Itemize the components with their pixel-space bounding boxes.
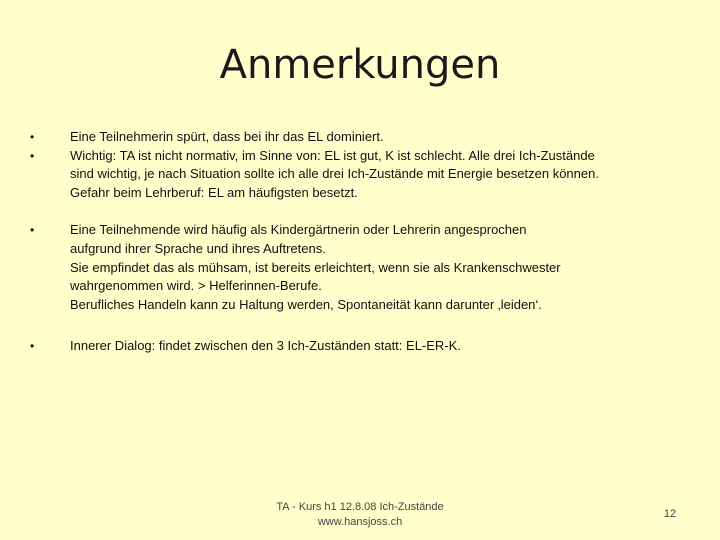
bullet-line: Eine Teilnehmerin spürt, dass bei ihr das EL dominiert. <box>70 129 384 144</box>
page-number: 12 <box>663 508 677 520</box>
bullet-item <box>30 221 680 314</box>
bullet-line: sind wichtig, je nach Situation sollte ich alle drei Ich-Zustände mit Energie besetzen können. <box>70 166 599 182</box>
bullet-marker: • <box>30 339 35 354</box>
bullet-item <box>30 337 680 356</box>
footer-website: www.hansjoss.ch <box>317 516 403 528</box>
bullet-item <box>30 147 680 203</box>
slide-footer <box>220 500 500 530</box>
bullet-line: Berufliches Handeln kann zu Haltung werden, Spontaneität kann darunter ‚leiden‘. <box>70 296 542 312</box>
bullet-marker: • <box>30 148 35 163</box>
bullet-line: Gefahr beim Lehrberuf: EL am häufigsten besetzt. <box>70 184 358 200</box>
bullet-marker: • <box>30 223 35 238</box>
bullet-line: Innerer Dialog: findet zwischen den 3 Ich-Zuständen statt: EL-ER-K. <box>70 338 461 354</box>
bullet-line: Sie empfindet das als mühsam, ist bereits erleichtert, wenn sie als Krankenschwester <box>70 259 561 275</box>
bullet-line: wahrgenommen wird. > Helferinnen-Berufe. <box>70 278 322 294</box>
bullet-item <box>30 128 680 147</box>
footer-course-info: TA - Kurs h1 12.8.08 Ich-Zustände <box>276 501 444 513</box>
bullet-marker: • <box>30 130 35 144</box>
bullet-line: aufgrund ihrer Sprache und ihres Auftretens. <box>70 240 326 256</box>
bullet-line: Eine Teilnehmende wird häufig als Kindergärtnerin oder Lehrerin angesprochen <box>70 222 527 238</box>
slide-title: Anmerkungen <box>219 42 501 88</box>
bullet-line: Wichtig: TA ist nicht normativ, im Sinne von: EL ist gut, K ist schlecht. Alle drei Ich-Zustände <box>70 147 595 163</box>
bullet-list <box>30 128 680 356</box>
